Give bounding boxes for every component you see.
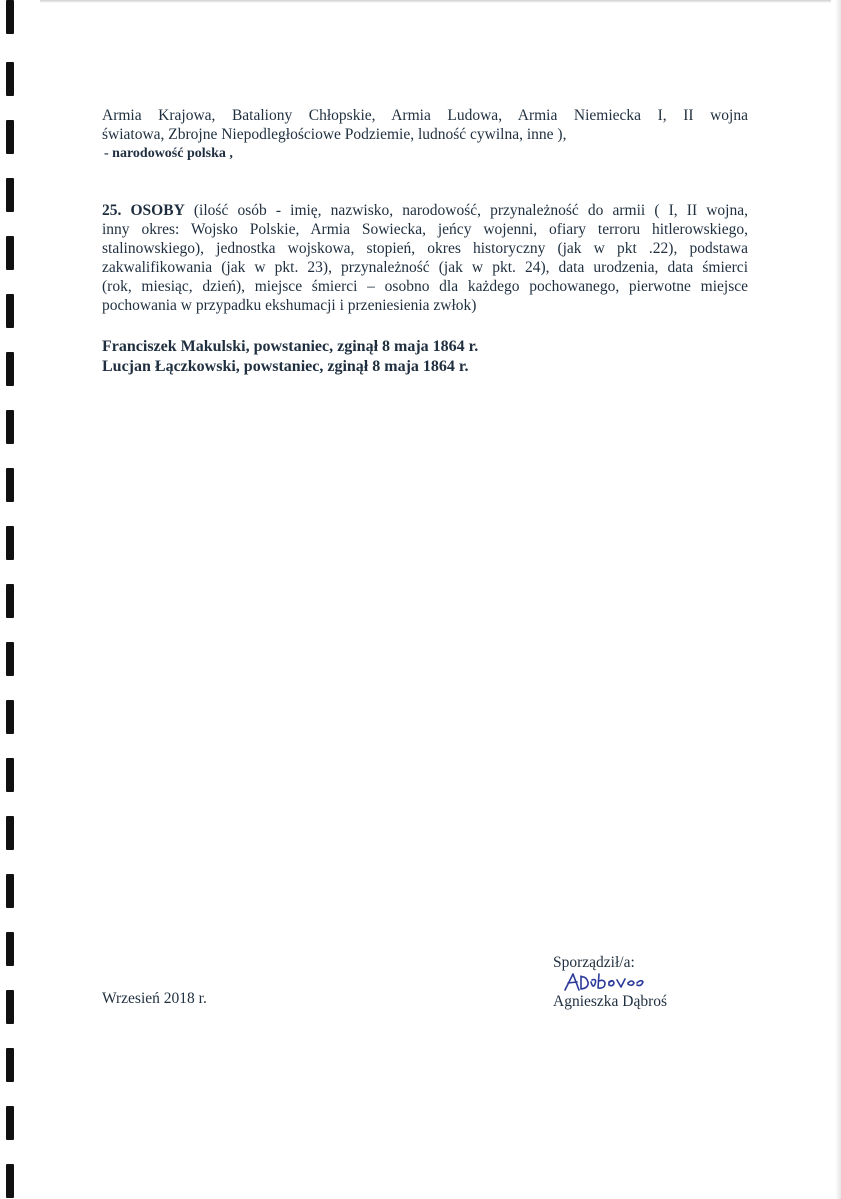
armies-paragraph	[102, 106, 748, 163]
binding-hole	[6, 120, 14, 154]
section-25-paragraph	[102, 201, 748, 315]
author-name: Agnieszka Dąbroś	[553, 993, 668, 1010]
binding-hole	[6, 758, 14, 792]
text-line: (ilość osób - imię, nazwisko, narodowość, przynależność do armii ( I, II wojna,	[184, 202, 748, 219]
section-heading: 25. OSOBY	[102, 202, 185, 219]
binding-hole	[6, 0, 14, 34]
binding-hole	[6, 352, 14, 386]
binding-hole	[6, 294, 14, 328]
binding-hole	[6, 874, 14, 908]
text-line: pochowania w przypadku ekshumacji i przeniesienia zwłok)	[102, 297, 477, 314]
binding-hole	[6, 990, 14, 1024]
binding-hole	[6, 700, 14, 734]
text-line: Armia Krajowa, Bataliony Chłopskie, Armia Ludowa, Armia Niemiecka I, II wojna	[102, 107, 748, 124]
binding-hole	[6, 642, 14, 676]
binding-hole	[6, 1106, 14, 1140]
signature-block	[553, 953, 667, 1011]
persons-list	[102, 337, 478, 377]
person-entry: Lucjan Łączkowski, powstaniec, zginął 8 maja 1864 r.	[102, 358, 469, 375]
nationality-line: - narodowość polska ,	[104, 146, 233, 161]
text-line: inny okres: Wojsko Polskie, Armia Sowiecka, jeńcy wojenni, ofiary terroru hitlerowskiego,	[102, 221, 748, 238]
prepared-by-label: Sporządził/a:	[553, 954, 635, 971]
binding-hole	[6, 410, 14, 444]
binding-hole	[6, 178, 14, 212]
text-line: stalinowskiego), jednostka wojskowa, stopień, okres historyczny (jak w pkt .22), podstawa	[102, 240, 748, 257]
text-line: światowa, Zbrojne Niepodległościowe Podziemie, ludność cywilna, inne ),	[102, 126, 567, 143]
binding-hole	[6, 468, 14, 502]
binding-hole	[6, 584, 14, 618]
scan-right-edge	[835, 0, 841, 1199]
binding-holes	[0, 0, 30, 1199]
binding-hole	[6, 816, 14, 850]
person-entry: Franciszek Makulski, powstaniec, zginął 8 maja 1864 r.	[102, 338, 479, 355]
binding-hole	[6, 1164, 14, 1198]
handwritten-signature	[561, 970, 651, 994]
binding-hole	[6, 62, 14, 96]
scan-top-edge	[40, 0, 831, 3]
binding-hole	[6, 526, 14, 560]
binding-hole	[6, 1048, 14, 1082]
binding-hole	[6, 236, 14, 270]
binding-hole	[6, 932, 14, 966]
document-date: Wrzesień 2018 r.	[102, 990, 207, 1007]
text-line: zakwalifikowania (jak w pkt. 23), przynależność (jak w pkt. 24), data urodzenia, data śmierci	[102, 259, 748, 276]
text-line: (rok, miesiąc, dzień), miejsce śmierci – osobno dla każdego pochowanego, pierwotne miejsce	[102, 278, 748, 295]
